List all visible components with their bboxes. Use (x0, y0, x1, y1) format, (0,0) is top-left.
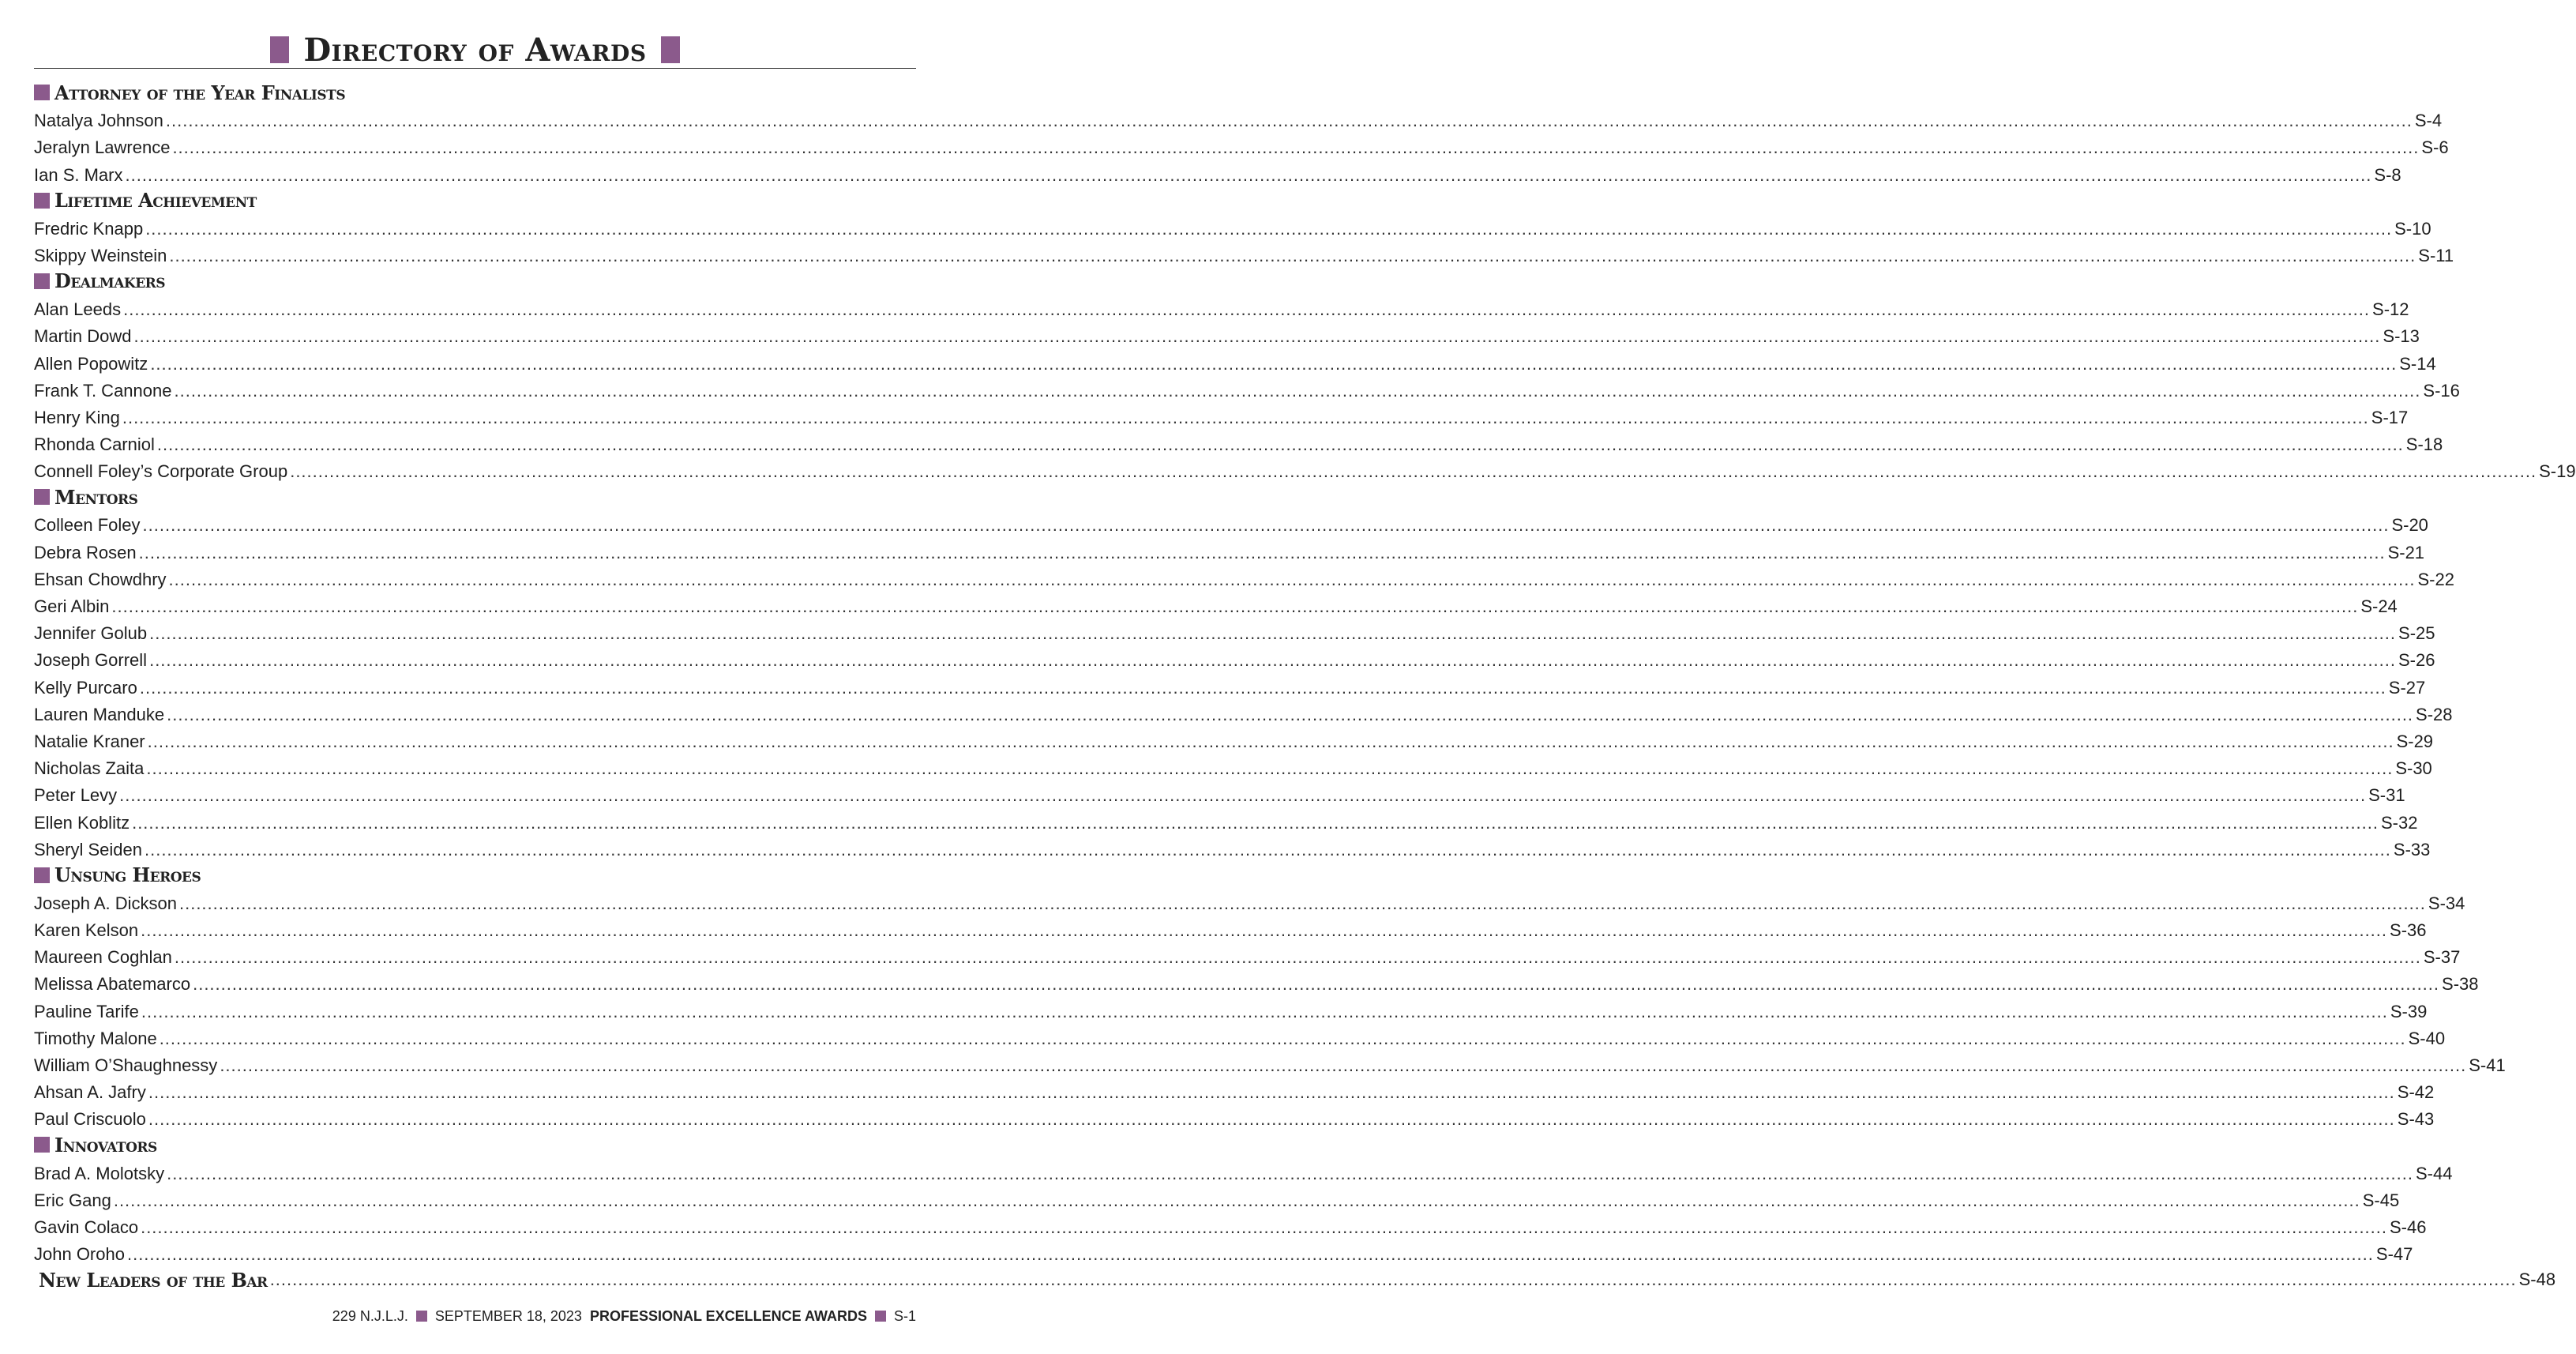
toc-entry[interactable] (34, 645, 2435, 672)
leader-dots: ................................................................................................................................................................................................................................................................................................................................................................................................................ (142, 515, 2390, 536)
entry-name: Natalie Kraner (34, 731, 145, 751)
leader-dots: ................................................................................................................................................................................................................................................................................................................................................................................................................ (165, 111, 2413, 131)
entry-page-number: S-31 (2368, 785, 2405, 806)
entry-name: Gavin Colaco (34, 1217, 139, 1237)
entry-page-number: S-24 (2360, 596, 2398, 616)
entry-page-number: S-33 (2393, 839, 2431, 859)
section-heading-text: Lifetime Achievement (54, 189, 257, 213)
leader-dots: ................................................................................................................................................................................................................................................................................................................................................................................................................ (269, 1269, 2517, 1290)
entry-name: Henry King (34, 407, 120, 427)
section-page-number: S-48 (2518, 1269, 2556, 1290)
toc-entry[interactable] (34, 619, 2435, 645)
entry-name: Lauren Manduke (34, 704, 165, 724)
toc-entry[interactable] (34, 1186, 2400, 1213)
toc-entry[interactable] (34, 780, 2405, 807)
toc-entry[interactable] (34, 348, 2436, 375)
toc-entry[interactable] (34, 295, 2409, 322)
leader-dots: ................................................................................................................................................................................................................................................................................................................................................................................................................ (193, 974, 2440, 995)
entry-name: Brad A. Molotsky (34, 1163, 165, 1183)
leader-dots: ................................................................................................................................................................................................................................................................................................................................................................................................................ (113, 1190, 2360, 1210)
entry-page-number: S-29 (2396, 731, 2434, 751)
entry-name: Alan Leeds (34, 299, 122, 320)
toc-entry[interactable] (34, 1078, 2435, 1104)
entry-page-number: S-47 (2375, 1244, 2413, 1265)
leader-dots: ................................................................................................................................................................................................................................................................................................................................................................................................................ (141, 920, 2388, 941)
entry-page-number: S-20 (2391, 515, 2428, 536)
leader-dots: ................................................................................................................................................................................................................................................................................................................................................................................................................ (139, 677, 2386, 698)
toc-entry[interactable] (34, 754, 2432, 780)
leader-dots: ................................................................................................................................................................................................................................................................................................................................................................................................................ (146, 758, 2394, 779)
table-of-contents (34, 79, 2576, 1293)
entry-name: Paul Criscuolo (34, 1109, 146, 1130)
entry-name: Sheryl Seiden (34, 839, 142, 859)
entry-page-number: S-22 (2417, 569, 2454, 589)
toc-entry[interactable] (34, 727, 2434, 754)
leader-dots: ................................................................................................................................................................................................................................................................................................................................................................................................................ (168, 569, 2416, 589)
leader-dots: ................................................................................................................................................................................................................................................................................................................................................................................................................ (133, 326, 2381, 347)
entry-name: Ian S. Marx (34, 164, 123, 185)
leader-dots: ................................................................................................................................................................................................................................................................................................................................................................................................................ (126, 1244, 2374, 1265)
section-square-icon (34, 85, 50, 100)
section-heading-text: Innovators (54, 1133, 157, 1157)
leader-dots: ................................................................................................................................................................................................................................................................................................................................................................................................................ (145, 218, 2393, 239)
leader-dots: ................................................................................................................................................................................................................................................................................................................................................................................................................ (123, 299, 2371, 320)
toc-entry[interactable] (34, 376, 2460, 403)
leader-dots: ................................................................................................................................................................................................................................................................................................................................................................................................................ (149, 623, 2397, 644)
leader-dots: ................................................................................................................................................................................................................................................................................................................................................................................................................ (125, 164, 2372, 185)
section-heading-text: Mentors (54, 485, 138, 509)
toc-entry[interactable] (34, 1024, 2446, 1051)
entry-name: Frank T. Cannone (34, 380, 172, 401)
toc-entry[interactable] (34, 322, 2420, 348)
leader-dots: ................................................................................................................................................................................................................................................................................................................................................................................................................ (167, 704, 2414, 724)
entry-page-number: S-19 (2539, 461, 2576, 482)
leader-dots: ................................................................................................................................................................................................................................................................................................................................................................................................................ (122, 407, 2369, 427)
entry-name: Skippy Weinstein (34, 245, 167, 265)
footer-publication: PROFESSIONAL EXCELLENCE AWARDS (589, 1307, 867, 1324)
entry-page-number: S-36 (2390, 920, 2427, 941)
entry-name: Maureen Coghlan (34, 947, 172, 968)
entry-page-number: S-37 (2423, 947, 2461, 968)
section-heading (34, 1266, 2556, 1293)
leader-dots: ................................................................................................................................................................................................................................................................................................................................................................................................................ (111, 596, 2359, 616)
entry-name: Jennifer Golub (34, 623, 148, 644)
leader-dots: ................................................................................................................................................................................................................................................................................................................................................................................................................ (149, 650, 2396, 671)
entry-name: Allen Popowitz (34, 353, 148, 374)
page-footer (332, 1307, 916, 1326)
entry-name: Debra Rosen (34, 542, 137, 562)
entry-page-number: S-39 (2390, 1001, 2428, 1021)
entry-name: Melissa Abatemarco (34, 974, 191, 995)
entry-page-number: S-46 (2390, 1217, 2427, 1237)
toc-entry[interactable] (34, 889, 2465, 916)
entry-name: Ahsan A. Jafry (34, 1082, 146, 1103)
entry-page-number: S-10 (2394, 218, 2431, 239)
toc-entry[interactable] (34, 1239, 2413, 1266)
entry-name: William O’Shaughnessy (34, 1055, 218, 1075)
leader-dots: ................................................................................................................................................................................................................................................................................................................................................................................................................ (150, 353, 2398, 374)
entry-name: Kelly Purcaro (34, 677, 137, 698)
entry-page-number: S-40 (2408, 1028, 2446, 1048)
section-heading-text: New Leaders of the Bar (39, 1268, 268, 1292)
entry-page-number: S-21 (2387, 542, 2425, 562)
toc-entry[interactable] (34, 1158, 2453, 1185)
entry-name: Geri Albin (34, 596, 110, 616)
toc-entry[interactable] (34, 672, 2426, 699)
section-heading (34, 79, 916, 106)
entry-name: Colleen Foley (34, 515, 141, 536)
entry-name: Karen Kelson (34, 920, 139, 941)
entry-name: Eric Gang (34, 1190, 111, 1210)
leader-dots: ................................................................................................................................................................................................................................................................................................................................................................................................................ (141, 1001, 2388, 1021)
entry-page-number: S-16 (2423, 380, 2460, 401)
toc-entry[interactable] (34, 916, 2427, 942)
toc-entry[interactable] (34, 133, 2449, 160)
toc-entry[interactable] (34, 214, 2431, 241)
section-heading-text: Unsung Heroes (54, 863, 201, 887)
section-heading (34, 1131, 916, 1158)
leader-dots: ................................................................................................................................................................................................................................................................................................................................................................................................................ (174, 380, 2421, 401)
section-heading (34, 187, 916, 214)
leader-dots: ................................................................................................................................................................................................................................................................................................................................................................................................................ (159, 1028, 2406, 1048)
footer-date: SEPTEMBER 18, 2023 (434, 1307, 582, 1324)
leader-dots: ................................................................................................................................................................................................................................................................................................................................................................................................................ (148, 1082, 2395, 1103)
entry-page-number: S-13 (2383, 326, 2420, 347)
entry-name: Peter Levy (34, 785, 118, 806)
toc-entry[interactable] (34, 241, 2454, 268)
entry-page-number: S-38 (2442, 974, 2479, 995)
section-heading (34, 862, 916, 889)
toc-entry[interactable] (34, 592, 2398, 619)
section-square-icon (34, 1137, 50, 1153)
leader-dots: ................................................................................................................................................................................................................................................................................................................................................................................................................ (132, 812, 2379, 833)
section-square-icon (34, 867, 50, 883)
entry-name: Ehsan Chowdhry (34, 569, 167, 589)
entry-page-number: S-44 (2416, 1163, 2453, 1183)
entry-page-number: S-28 (2416, 704, 2453, 724)
footer-square-icon (875, 1311, 886, 1322)
toc-entry[interactable] (34, 106, 2443, 133)
leader-dots: ................................................................................................................................................................................................................................................................................................................................................................................................................ (141, 1217, 2387, 1237)
entry-name: Connell Foley’s Corporate Group (34, 461, 288, 482)
leader-dots: ................................................................................................................................................................................................................................................................................................................................................................................................................ (144, 839, 2391, 859)
section-square-icon (34, 273, 50, 289)
leader-dots: ................................................................................................................................................................................................................................................................................................................................................................................................................ (156, 434, 2404, 455)
section-heading-text: Attorney of the Year Finalists (54, 81, 346, 104)
leader-dots: ................................................................................................................................................................................................................................................................................................................................................................................................................ (169, 245, 2416, 265)
entry-page-number: S-12 (2372, 299, 2409, 320)
title-row (34, 30, 916, 70)
leader-dots: ................................................................................................................................................................................................................................................................................................................................................................................................................ (119, 785, 2367, 806)
entry-name: Fredric Knapp (34, 218, 144, 239)
entry-page-number: S-6 (2421, 137, 2449, 158)
title-divider (34, 68, 916, 69)
toc-entry[interactable] (34, 430, 2443, 457)
toc-entry[interactable] (34, 565, 2454, 592)
leader-dots: ................................................................................................................................................................................................................................................................................................................................................................................................................ (220, 1055, 2467, 1075)
toc-entry[interactable] (34, 807, 2418, 834)
toc-entry[interactable] (34, 1051, 2506, 1078)
leader-dots: ................................................................................................................................................................................................................................................................................................................................................................................................................ (147, 731, 2394, 751)
entry-page-number: S-17 (2371, 407, 2409, 427)
toc-entry[interactable] (34, 160, 2401, 186)
toc-entry[interactable] (34, 969, 2479, 996)
toc-entry[interactable] (34, 996, 2428, 1023)
toc-entry[interactable] (34, 510, 2428, 537)
entry-name: Ellen Koblitz (34, 812, 130, 833)
entry-page-number: S-27 (2388, 677, 2426, 698)
entry-page-number: S-25 (2398, 623, 2435, 644)
entry-name: Natalya Johnson (34, 111, 163, 131)
leader-dots: ................................................................................................................................................................................................................................................................................................................................................................................................................ (148, 1109, 2395, 1130)
toc-entry[interactable] (34, 835, 2431, 862)
entry-name: Nicholas Zaita (34, 758, 145, 779)
toc-entry[interactable] (34, 457, 2576, 483)
section-heading (34, 483, 916, 510)
leader-dots: ................................................................................................................................................................................................................................................................................................................................................................................................................ (167, 1163, 2413, 1183)
entry-page-number: S-26 (2398, 650, 2435, 671)
section-square-icon (34, 193, 50, 209)
toc-entry[interactable] (34, 1213, 2427, 1239)
page-title: Directory of Awards (303, 31, 647, 69)
entry-name: Timothy Malone (34, 1028, 157, 1048)
entry-page-number: S-43 (2397, 1109, 2435, 1130)
footer-square-icon (416, 1311, 427, 1322)
toc-entry[interactable] (34, 700, 2453, 727)
section-heading (34, 268, 916, 295)
leader-dots: ................................................................................................................................................................................................................................................................................................................................................................................................................ (138, 542, 2386, 562)
entry-page-number: S-45 (2362, 1190, 2400, 1210)
title-right-square-icon (661, 36, 680, 63)
leader-dots: ................................................................................................................................................................................................................................................................................................................................................................................................................ (178, 893, 2426, 913)
toc-entry[interactable] (34, 942, 2461, 969)
footer-volume: 229 N.J.L.J. (332, 1307, 408, 1324)
entry-name: Rhonda Carniol (34, 434, 155, 455)
toc-entry[interactable] (34, 537, 2425, 564)
entry-page-number: S-32 (2381, 812, 2418, 833)
entry-page-number: S-4 (2414, 111, 2443, 131)
entry-page-number: S-14 (2399, 353, 2436, 374)
title-left-square-icon (270, 36, 289, 63)
section-square-icon (34, 489, 50, 505)
leader-dots: ................................................................................................................................................................................................................................................................................................................................................................................................................ (290, 461, 2537, 482)
entry-page-number: S-34 (2428, 893, 2465, 913)
entry-name: Jeralyn Lawrence (34, 137, 171, 158)
entry-page-number: S-42 (2397, 1082, 2435, 1103)
leader-dots: ................................................................................................................................................................................................................................................................................................................................................................................................................ (174, 947, 2421, 968)
entry-page-number: S-8 (2374, 164, 2401, 185)
section-heading-text: Dealmakers (54, 269, 166, 293)
entry-name: John Oroho (34, 1244, 125, 1265)
entry-name: Martin Dowd (34, 326, 132, 347)
entry-page-number: S-41 (2469, 1055, 2506, 1075)
toc-entry[interactable] (34, 403, 2409, 430)
toc-entry[interactable] (34, 1104, 2435, 1131)
entry-page-number: S-30 (2395, 758, 2432, 779)
entry-page-number: S-18 (2405, 434, 2443, 455)
entry-name: Joseph Gorrell (34, 650, 148, 671)
entry-page-number: S-11 (2418, 245, 2454, 265)
entry-name: Joseph A. Dickson (34, 893, 177, 913)
leader-dots: ................................................................................................................................................................................................................................................................................................................................................................................................................ (172, 137, 2420, 158)
footer-page-number: S-1 (893, 1307, 916, 1324)
entry-name: Pauline Tarife (34, 1001, 139, 1021)
